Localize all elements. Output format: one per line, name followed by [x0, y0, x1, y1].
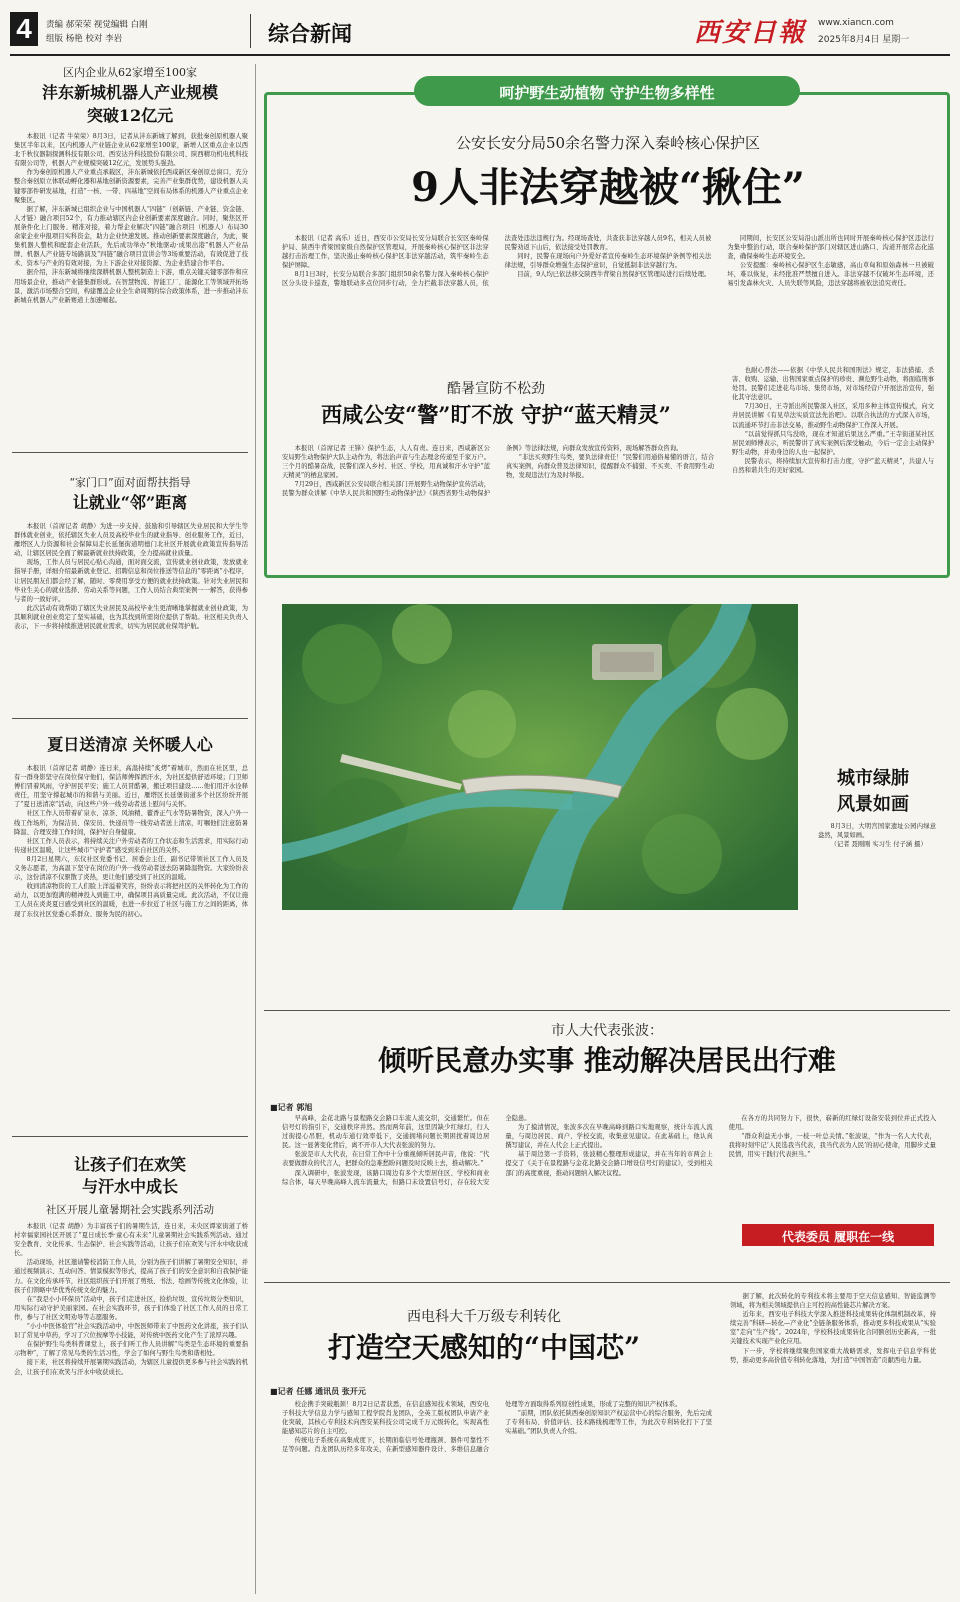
a1-paragraph: 本报讯（记者 牛荣荣）8月3日，记者从沣东新城了解到，获批秦创原机器人聚集区半年以来，区内机器人产业链企业从62家增至100家，新增人区重点企业以西北千秋仪器制探测科技有限公司、西安达升科技股份有限公司、陕西精功机电机科技有限公司等，机器人产业规模突破12亿元，发展势头强劲。 — [14, 133, 248, 168]
park-aerial-illustration — [282, 604, 798, 910]
a1-paragraph: 据介绍，沣东新城将继续深耕机器人整机制造上下游，重点关键关键零部件和应用场景企业，推动产业链集群形成。在智慧物流、智能工厂、能源化工等领域开拓场景，激活市场整合空间，构建覆盖企业全生命周期的综合政策体系，进一步推动沣东新城在机器人产业新赛道上加速崛起。 — [14, 269, 248, 304]
story3-paragraph: 早高峰，金花北路与景程路交会路口车流人流交织，交通繁忙。但在信号灯的指引下，交通秩序井然。然而两年前，这里因缺少红绿灯，行人过街提心吊胆，机动车通行效率低下，交通拥堵问题长期困扰着周边居民。这一显著变化背后，离不开市人大代表张波的努力。 — [282, 1115, 490, 1150]
story1-paragraph: 同期间，长安区公安局沿山派出所也同时开展秦岭核心保护区违法行为集中整治行动，联合秦岭保护部门对辖区进山路口、沟道开展常态化巡查，确保秦岭生态环境安全。 — [727, 235, 934, 261]
a4-paragraph: 在“我是小小环保员”活动中，孩子们走进社区，捡拾垃圾、宣传垃圾分类知识，用实际行动守护美丽家园。在社会实践环节，孩子们体验了社区工作人员的日常工作，参与了社区文明劝导等志愿服务。 — [14, 1295, 248, 1321]
story4-byline: ■记者 任娜 通讯员 张开元 — [270, 1387, 366, 1396]
a4-headline-line2: 与汗水中成长 — [81, 1177, 178, 1196]
story2-paragraph: “非法买卖野生鸟类，要负法律责任！”民警们用通俗易懂的语言，结合真实案例，向群众普及法律知识，提醒群众不捕猎、不买卖、不食用野生动物，发现违法行为及时举报。 — [506, 454, 714, 480]
story4-paragraph: “前期，团队依托陕西秦创原知识产权运营中心的综合服务，先后完成了专利布局、价值评估、技术路线梳理等工作，为此次专利转化打下了坚实基础。”团队负责人介绍。 — [505, 1410, 712, 1436]
editors-line-1: 责编 郝荣荣 视觉编辑 白刚 — [46, 20, 148, 30]
story2-paragraph: 也耐心普法——依据《中华人民共和国刑法》规定，非法猎捕、杀害、收购、运输、出售国家重点保护的珍贵、濒危野生动物，将面临刑事处罚。民警们走进花鸟市场、集贸市场，对市场经营户开展法治宣传，强化其守法意识。 — [732, 367, 934, 402]
story4-headline: 打造空天感知的“中国芯” — [327, 1331, 641, 1364]
story3-paragraph: 深入调研中，张波发现，该路口周边有多个大型居住区、学校和商业综合体，每天早晚高峰人流车流量大，但路口未设置信号灯，存在较大安全隐患。 — [282, 1115, 531, 1186]
story4-kicker: 西电科大千万级专利转化 — [407, 1309, 561, 1325]
story2-body-right — [732, 366, 934, 570]
story2-paragraph: 本报讯（首席记者 王锋）保护生态，人人有责。连日来，西咸新区公安局野生动物保护大队主动作为，将法治声音与生态理念传递至千家万户。三个月的酷暑奋战，民警们深入乡村、社区、学校，用真诚和汗水守护“蓝天精灵”的栖息家园。 — [282, 445, 490, 480]
left-rule-3 — [12, 1136, 248, 1137]
a1-body — [14, 132, 248, 446]
website: www.xiancn.com — [818, 18, 894, 28]
story2-headline: 西咸公安“警”盯不放 守护“蓝天精灵” — [321, 402, 671, 427]
issue-date: 2025年8月4日 星期一 — [818, 35, 910, 45]
story4-paragraph: 下一步，学校将继续聚焦国家重大战略需求，发挥电子信息学科优势，推动更多高价值专利转化落地，为打造“中国智造”贡献西电力量。 — [730, 1347, 936, 1364]
story3-kicker: 市人大代表张波： — [551, 1023, 663, 1039]
a2-paragraph: 现场，工作人员与居民心贴心沟通，面对面交流，宣传就业创业政策，发放就业指导手册，详细介绍最新就业登记、招聘信息和岗位推送等信息的“零距离”小程序，让居民朋友们都会经了解，随时、零费用享受方便的就业扶持政策。针对失业居民和毕业生关心的就业选择、劳动关系等问题，工作人员结合典型案例一一解答，获得参与者的一致好评。 — [14, 559, 248, 603]
a1-kicker: 区内企业从62家增至100家 — [63, 66, 197, 79]
a4-paragraph: “小小中医体验官”社会实践活动中，中医医师带来了中医药文化讲座，孩子们认识了常见中草药，学习了穴位按摩等小技能，对传统中医药文化产生了浓厚兴趣。 — [14, 1323, 248, 1340]
photo-credit: （记者 聂刚刚 实习生 付子涵 摄） — [830, 841, 927, 849]
left-rule-2 — [12, 718, 248, 719]
a4-subhead: 社区开展儿童暑期社会实践系列活动 — [46, 1204, 214, 1216]
story3-bottom-rule — [264, 1282, 950, 1283]
story3-headline: 倾听民意办实事 推动解决居民出行难 — [378, 1044, 836, 1077]
a4-headline-line1: 让孩子们在欢笑 — [73, 1155, 186, 1174]
story1-kicker: 公安长安分局50余名警力深入秦岭核心保护区 — [455, 134, 761, 152]
header-divider — [250, 14, 251, 48]
story4-paragraph: 据了解，此次转化的专利技术将主要用于空天信息感知、智能监测等领域，将为相关领域提供自主可控的高性能芯片解决方案。 — [730, 1293, 936, 1310]
story2-kicker: 酷暑宣防不松劲 — [447, 381, 545, 397]
story2-paragraph: 民警表示，将持续加大宣传和打击力度，守护“蓝天精灵”，共建人与自然和谐共生的美好家园。 — [732, 457, 934, 475]
a1-headline-line1: 沣东新城机器人产业规模 — [41, 83, 218, 102]
photo-title-line1: 城市绿肺 — [837, 768, 909, 789]
a2-body — [14, 522, 248, 710]
story3-paragraph: 张波是市人大代表，在日常工作中十分重视倾听居民声音，他说：“代表要做群众的代言人，把群众的急难愁盼问题及时反映上去，推动解决。” — [282, 1151, 490, 1168]
page-header — [0, 0, 960, 58]
story4-body-left — [282, 1400, 712, 1590]
story1-paragraph: 本报讯（记者 高乐）近日，西安市公安局长安分局联合长安区秦岭保护局、陕西牛背梁国家级自然保护区管理局，开展秦岭核心保护区非法穿越打击治理工作，坚决遏止秦岭核心保护区非法穿越活动，筑牢秦岭生态保护屏障。 — [282, 235, 489, 270]
story1-paragraph: 目前，9人均已依法移交陕西牛背梁自然保护区管理局进行后续处理。 — [517, 271, 711, 279]
story4-paragraph: 校企携手突破瓶颈！8月2日记者获悉，在信息感知技术领域，西安电子科技大学信息力学与感知工程学院肖龙团队，全英工版权团队申请产业化突破，其核心专利技术向西安某科技公司完成千万元级转化，实现高性能感知芯片的自主可控。 — [282, 1401, 489, 1436]
a4-paragraph: 活动现场，社区邀请警校消防工作人员，分别为孩子们讲解了暑期安全知识，并通过视频演示、互动问答、情景模拟等形式，提高了孩子们的安全意识和自我保护能力。在文化传承环节，社区组织孩子们开展了剪纸、书法、绘画等传统文化体验，让孩子们领略中华优秀传统文化的魅力。 — [14, 1259, 248, 1294]
story3-paragraph: 基于周边第一手资料，张波精心整理形成建议，并在当年的市两会上提交了《关于在景程路与金花北路交会路口增设信号灯的建议》，受到相关部门的高度重视，推动问题纳入解决议程。 — [505, 1151, 713, 1177]
page-number: 4 — [16, 13, 32, 44]
story2-paragraph: “以前觉得抓只鸟没啥，现在才知道后果这么严重。”王寺街道某社区居民刘师傅表示，听民警讲了真实案例后深受触动，今后一定会主动保护野生动物，并劝身边的人也一起保护。 — [732, 430, 934, 456]
story2-body-left — [282, 444, 714, 570]
story1-paragraph: 同时，民警在现场向户外爱好者宣传秦岭生态环境保护条例等相关法律法规，引导群众增强生态保护意识，自觉抵制非法穿越行为。 — [504, 253, 712, 270]
a2-headline: 让就业“邻”距离 — [72, 493, 188, 512]
photo-bottom-rule — [264, 1010, 950, 1011]
a2-paragraph: 本报讯（首席记者 胡静）为进一步支持、鼓励和引导辖区失业居民和大学生等群体就业创业，依托辖区失业人员及高校毕业生的就业指导、创业服务工作，近日，雁塔区人力资源和社会保障局走长延堡街道明德门北社区开展就业政策宣传指导活动，让辖区居民全面了解最新就业扶持政策，全力提高就业质量。 — [14, 523, 248, 558]
photo-title-line2: 风景如画 — [837, 794, 909, 815]
a3-body — [14, 764, 248, 1122]
story3-byline: ■记者 郭旭 — [270, 1103, 313, 1112]
a3-paragraph: 本报讯（首席记者 胡静）连日来，高温持续“炙烤”着城市，然而在社区里，总有一群身影坚守在岗位保守他们，保洁师傅挥洒汗水，为社区提供舒适环境；门卫师傅们冒着风雨，守护居民平安；施工人员冒酷暑，搬迁项目建设……他们用汗水诠释责任，用坚守撑起城市的和谐与美丽。近日，雁塔区长延堡街道多个社区纷纷开展了“夏日送清凉”活动，向这些户外一线劳动者送上慰问与关怀。 — [14, 765, 248, 809]
story3-paragraph: 在各方的共同努力下，很快，崭新的红绿灯设备安装到位并正式投入使用。 — [728, 1115, 936, 1132]
a1-paragraph: 作为秦创原机器人产业重点承载区，沣东新城依托西咸新区秦创原总窗口，充分整合秦创原立体联动孵化器和基地创新资源要素，完善产业集群优势，建设机器人关键零部件研发基地，打造“一核、一带、四基地”空间布局体系的机器人产业重点企业聚集区。 — [14, 169, 248, 204]
a4-body — [14, 1222, 248, 1594]
rep-badge-text: 代表委员 履职在一线 — [781, 1230, 895, 1244]
a3-headline: 夏日送清凉 关怀暖人心 — [47, 735, 213, 754]
a4-paragraph: 接下来，社区将持续开展暑期实践活动，为辖区儿童提供更多参与社会实践的机会，让孩子们在欢笑与汗水中收获成长。 — [14, 1359, 248, 1376]
a3-paragraph: 8月2日星期六，东仪社区党委书记、居委会主任、副书记带领社区工作人员及义务志愿者，为高温下坚守在岗位的户外一线劳动者送去防暑降温物资。大家纷纷表示，这份清凉不仅驱散了炎热，更让他们感受到了社区的温暖。 — [14, 855, 248, 882]
section-title: 综合新闻 — [268, 21, 352, 46]
story1-paragraph: 公安提醒：秦岭核心保护区生态敏感，高山草甸和原始森林一旦被破坏，难以恢复，未经批准严禁擅自进入。非法穿越不仅破坏生态环境，还易引发森林火灾、人员失联等风险，违法穿越将被依法追究责任。 — [727, 262, 934, 288]
story3-paragraph: “群众利益无小事，一枝一叶总关情。”张波说，“作为一名人大代表，我将时刻牢记‘人民选我当代表，我当代表为人民’的初心使命，用脚步丈量民情，用实干践行代表担当。” — [728, 1133, 936, 1159]
a2-paragraph: 此次活动有效帮助了辖区失业居民及高校毕业生更清晰地掌握就业创业政策，为其顺利就业创业奠定了坚实基础，也为其找到所需岗位提供了帮助。社区相关负责人表示，下一步将持续推进居民就业需求，切实为居民就业保驾护航。 — [14, 604, 248, 631]
story1-headline: 9人非法穿越被“揪住” — [411, 164, 805, 211]
story4-paragraph: 传统电子系统在高集成度下，长期面临信号处理瓶颈、器件可靠性不足等问题。肖龙团队历经多年攻关，在新型感知器件设计、多维信息融合处理等方面取得系列原创性成果，形成了完整的知识产权体系。 — [282, 1401, 682, 1454]
story2-paragraph: 7月30日，王寺派出所民警深入社区，采用多种主体宣传模式，向文井居民讲解《有见草法实质宣法先治吧》。以联合执法的方式深入市场，以流通环节打击非法交易，推动野生动物保护工作深入开展。 — [732, 403, 934, 429]
story2-paragraph: 7月29日，西咸新区公安局联合相关部门开展野生动物保护宣传活动，民警为群众讲解《中华人民共和国野生动物保护法》《陕西省野生动物保护条例》等法律法规，向群众发放宣传资料，现场解答群众咨询。 — [282, 445, 683, 498]
story3-paragraph: 为了摸清情况，张波多次在早晚高峰到路口实地观察，统计车流人流量，与周边居民、商户、学校交流，收集意见建议。在此基础上，他认真撰写建议，并在人代会上正式提出。 — [505, 1124, 713, 1150]
story1-body — [282, 234, 934, 346]
photo-caption-text: 8月3日，大明宫国家遗址公园内绿意盎然，风景如画。 — [818, 823, 936, 840]
story4-body-right — [730, 1292, 936, 1590]
left-column-divider — [255, 64, 256, 1594]
park-aerial-photo — [282, 604, 798, 910]
a4-paragraph: 在保护野生鸟类科普课堂上，孩子们听工作人员讲解“鸟类是生态环境的重要指示物种”，了解了常见鸟类的生活习性，学会了如何与野生鸟类和谐相处。 — [14, 1341, 248, 1358]
a3-paragraph: 收到清凉物资的工人们脸上洋溢着笑容，纷纷表示将把社区的关怀转化为工作的动力，以更加饱满的精神投入到施工中，确保项目高质量完成。此次活动，不仅让施工人员在炎炎夏日感受到社区的温暖，也进一步拉近了社区与施工方之间的距离，体现了东仪社区党委心系群众、服务为民的初心。 — [14, 883, 248, 918]
left-rule-1 — [12, 452, 248, 453]
feature-banner-text: 呵护野生动植物 守护生物多样性 — [499, 84, 715, 102]
masthead-logo: 西安日報 — [694, 18, 807, 48]
a2-kicker: “家门口”面对面帮扶指导 — [69, 476, 191, 489]
a1-paragraph: 据了解，沣东新城已组织企业与中国机器人“四链”（创新链、产业链、资金链、人才链）融合项目52个，有力推动辖区内企业创新要素深度融合。同时，聚焦区开展条件化上门服务、精准对接，着力帮企业解决“四链”融合项目（机器人）布局30余家企业申报项目实科资金，助力企业快速发展。推动创新要素深度融合，为此，聚集机器人整机和配套企业活跃，先后成功举办“秋地驱动·成果出港”机器人产业品牌、机器人产业链专场路演及“四链”融合项目宣讲会等3场重要活动，有效促进了技术、资本与产业的有效对接，为上下游企业对接资源、为企业搭建合作平台。 — [14, 205, 248, 268]
a3-paragraph: 社区工作人员表示，将持续关注户外劳动者的工作状态和生活需求，用实际行动传递社区温暖，让这些城市“守护者”感受到来自社区的关怀。 — [14, 837, 248, 854]
a4-paragraph: 本报讯（记者 胡静）为丰富孩子们的暑期生活，连日来，未央区谭家街道了桥村幸福家园社区开展了“夏日成长季·童心有未来”儿童暑期社会实践系列活动。通过安全教育、文化传承、生态保护、社会实践等活动，让孩子们在欢笑与汗水中收获成长。 — [14, 1223, 248, 1258]
editors-line-2: 组版 杨艳 校对 李岩 — [46, 34, 123, 44]
story1-paragraph: 8月1日3时，长安分局联合多部门组织50余名警力深入秦岭核心保护区分头设卡巡查，警地联动多点位同步行动，全力拦截非法穿越人员，依法查处违法违规行为。经现场查处，共查获非法穿越人员9名，相关人员被民警劝返下山后，依法接受处罚教育。 — [282, 235, 712, 288]
header-rule — [10, 54, 950, 56]
a3-paragraph: 社区工作人员带着矿泉水、凉茶、风油精、藿香正气水等防暑物资，深入户外一线工作场所，为保洁员、保安员、快递员等一线劳动者送上清凉，叮嘱他们注意防暑降温、合理安排工作时间，保护好自身健康。 — [14, 810, 248, 836]
photo-caption — [818, 822, 936, 902]
story4-paragraph: 近年来，西安电子科技大学深入推进科技成果转化体制机制改革，持续完善“科研—转化—产业化”全链条服务体系，推动更多科技成果从“实验室”走向“生产线”。2024年，学校科技成果转化合同额创历史新高，一批关键技术实现产业化应用。 — [730, 1311, 936, 1346]
a1-headline-line2: 突破12亿元 — [86, 106, 174, 125]
